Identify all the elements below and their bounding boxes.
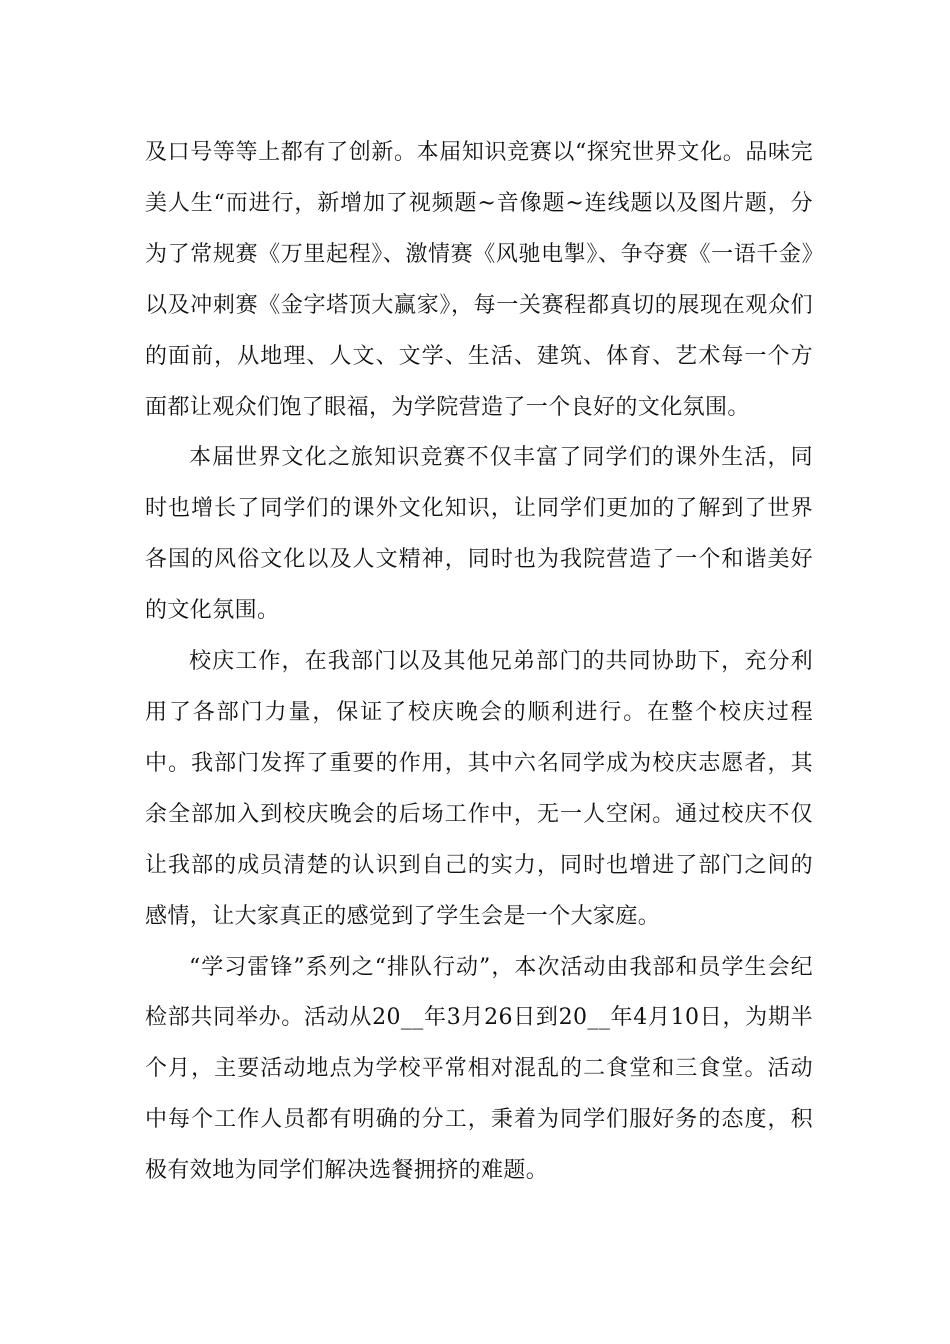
- paragraph-queue-activity: “学习雷锋”系列之“排队行动”，本次活动由我部和员学生会纪检部共同举办。活动从20__年3月26日到20__年4月10日，为期半个月，主要活动地点为学校平常相对混乱的二食堂和三食堂。活动中每个工作人员都有明确的分工，秉着为同学们服好务的态度，积极有效地为同学们解决选餐拥挤的难题。: [145, 954, 813, 1184]
- paragraph-continuation: 及口号等等上都有了创新。本届知识竞赛以“探究世界文化。品味完美人生“而进行，新增加了视频题~音像题~连线题以及图片题，分为了常规赛《万里起程》、激情赛《风驰电掣》、争夺赛《一语千金》以及冲刺赛《金字塔顶大赢家》，每一关赛程都真切的展现在观众们的面前，从地理、人文、文学、生活、建筑、体育、艺术每一个方面都让观众们饱了眼福，为学院营造了一个良好的文化氛围。: [145, 140, 813, 420]
- paragraph-school-anniversary: 校庆工作，在我部门以及其他兄弟部门的共同协助下，充分利用了各部门力量，保证了校庆晚会的顺利进行。在整个校庆过程中。我部门发挥了重要的作用，其中六名同学成为校庆志愿者，其余全部加入到校庆晚会的后场工作中，无一人空闲。通过校庆不仅让我部的成员清楚的认识到自己的实力，同时也增进了部门之间的感情，让大家真正的感觉到了学生会是一个大家庭。: [145, 649, 813, 929]
- document-body: [145, 128, 813, 1197]
- paragraph-knowledge-contest-summary: 本届世界文化之旅知识竞赛不仅丰富了同学们的课外生活，同时也增长了同学们的课外文化知识，让同学们更加的了解到了世界各国的风俗文化以及人文精神，同时也为我院营造了一个和谐美好的文化氛围。: [145, 445, 813, 624]
